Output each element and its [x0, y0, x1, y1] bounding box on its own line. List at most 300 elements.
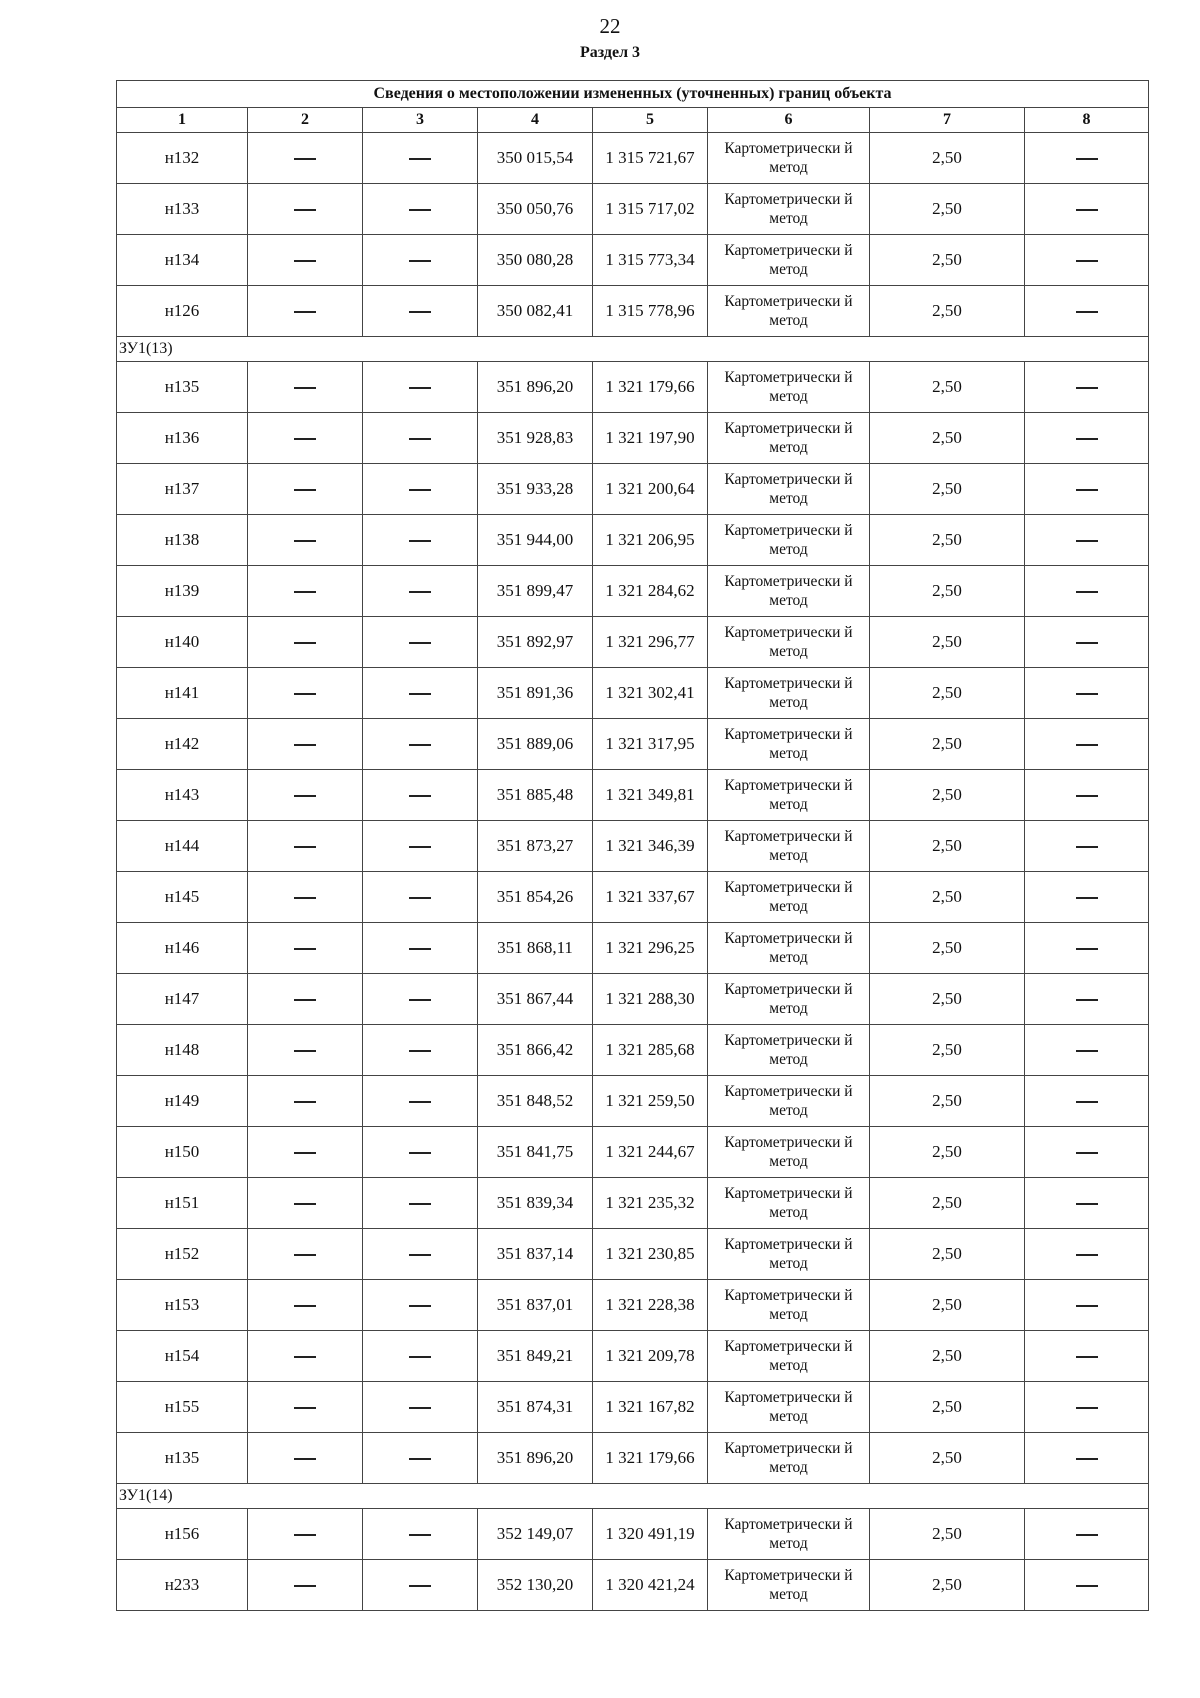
table-row [117, 1331, 1149, 1382]
x-coordinate-cell: 351 885,48 [478, 770, 593, 821]
column-2-cell [248, 413, 363, 464]
column-2-cell [248, 1433, 363, 1484]
dash-mark [409, 1534, 431, 1536]
x-coordinate-cell: 351 889,06 [478, 719, 593, 770]
column-3-cell [363, 668, 478, 719]
column-2-cell [248, 617, 363, 668]
point-name-cell: н137 [117, 464, 248, 515]
point-name-cell: н151 [117, 1178, 248, 1229]
column-8-cell [1025, 464, 1149, 515]
column-8-cell [1025, 617, 1149, 668]
table-body [117, 133, 1149, 1611]
y-coordinate-cell: 1 315 721,67 [593, 133, 708, 184]
accuracy-cell: 2,50 [870, 566, 1025, 617]
column-8-cell [1025, 362, 1149, 413]
dash-mark [409, 999, 431, 1001]
accuracy-cell: 2,50 [870, 1560, 1025, 1611]
point-name-cell: н138 [117, 515, 248, 566]
y-coordinate-cell: 1 321 179,66 [593, 362, 708, 413]
point-name-cell: н135 [117, 362, 248, 413]
dash-mark [294, 311, 316, 313]
dash-mark [1076, 158, 1098, 160]
point-name-cell: н142 [117, 719, 248, 770]
dash-mark [409, 158, 431, 160]
accuracy-cell: 2,50 [870, 617, 1025, 668]
point-name-cell: н135 [117, 1433, 248, 1484]
accuracy-cell: 2,50 [870, 1331, 1025, 1382]
point-name-cell: н156 [117, 1509, 248, 1560]
dash-mark [409, 1356, 431, 1358]
method-cell: Картометрически й метод [708, 1076, 870, 1127]
column-2-cell [248, 286, 363, 337]
dash-mark [1076, 1152, 1098, 1154]
method-cell: Картометрически й метод [708, 1382, 870, 1433]
accuracy-cell: 2,50 [870, 515, 1025, 566]
accuracy-cell: 2,50 [870, 413, 1025, 464]
dash-mark [409, 1101, 431, 1103]
dash-mark [294, 642, 316, 644]
y-coordinate-cell: 1 321 317,95 [593, 719, 708, 770]
dash-mark [294, 1254, 316, 1256]
column-3-cell [363, 1076, 478, 1127]
dash-mark [1076, 1305, 1098, 1307]
table-row [117, 133, 1149, 184]
table-row [117, 1433, 1149, 1484]
column-3-cell [363, 770, 478, 821]
column-8-cell [1025, 1076, 1149, 1127]
column-8-cell [1025, 1280, 1149, 1331]
method-cell: Картометрически й метод [708, 286, 870, 337]
x-coordinate-cell: 351 873,27 [478, 821, 593, 872]
group-label: ЗУ1(14) [117, 1484, 1149, 1509]
method-cell: Картометрически й метод [708, 464, 870, 515]
dash-mark [294, 1407, 316, 1409]
method-cell: Картометрически й метод [708, 1280, 870, 1331]
x-coordinate-cell: 351 944,00 [478, 515, 593, 566]
dash-mark [409, 846, 431, 848]
y-coordinate-cell: 1 321 228,38 [593, 1280, 708, 1331]
column-3-cell [363, 872, 478, 923]
table-row [117, 719, 1149, 770]
column-3-cell [363, 464, 478, 515]
column-3-cell [363, 1509, 478, 1560]
dash-mark [294, 1534, 316, 1536]
dash-mark [409, 1050, 431, 1052]
y-coordinate-cell: 1 320 421,24 [593, 1560, 708, 1611]
column-8-cell [1025, 872, 1149, 923]
y-coordinate-cell: 1 321 349,81 [593, 770, 708, 821]
column-2-cell [248, 235, 363, 286]
dash-mark [409, 948, 431, 950]
table-row [117, 1509, 1149, 1560]
dash-mark [409, 260, 431, 262]
column-8-cell [1025, 566, 1149, 617]
column-8-cell [1025, 235, 1149, 286]
point-name-cell: н148 [117, 1025, 248, 1076]
point-name-cell: н136 [117, 413, 248, 464]
x-coordinate-cell: 351 867,44 [478, 974, 593, 1025]
point-name-cell: н139 [117, 566, 248, 617]
table-row [117, 464, 1149, 515]
point-name-cell: н144 [117, 821, 248, 872]
dash-mark [409, 1585, 431, 1587]
column-number: 3 [363, 108, 478, 133]
accuracy-cell: 2,50 [870, 1509, 1025, 1560]
method-cell: Картометрически й метод [708, 1127, 870, 1178]
table-row [117, 668, 1149, 719]
accuracy-cell: 2,50 [870, 286, 1025, 337]
column-3-cell [363, 974, 478, 1025]
y-coordinate-cell: 1 315 717,02 [593, 184, 708, 235]
column-2-cell [248, 1331, 363, 1382]
method-cell: Картометрически й метод [708, 235, 870, 286]
point-name-cell: н155 [117, 1382, 248, 1433]
dash-mark [1076, 1254, 1098, 1256]
column-8-cell [1025, 286, 1149, 337]
dash-mark [294, 693, 316, 695]
column-2-cell [248, 1178, 363, 1229]
table-row [117, 235, 1149, 286]
dash-mark [409, 1305, 431, 1307]
y-coordinate-cell: 1 321 337,67 [593, 872, 708, 923]
x-coordinate-cell: 351 837,14 [478, 1229, 593, 1280]
section-title: Раздел 3 [579, 44, 641, 61]
column-3-cell [363, 1433, 478, 1484]
dash-mark [1076, 1534, 1098, 1536]
table-row [117, 515, 1149, 566]
table-row [117, 1076, 1149, 1127]
column-2-cell [248, 1509, 363, 1560]
column-3-cell [363, 923, 478, 974]
dash-mark [1076, 846, 1098, 848]
x-coordinate-cell: 351 868,11 [478, 923, 593, 974]
y-coordinate-cell: 1 321 209,78 [593, 1331, 708, 1382]
dash-mark [294, 387, 316, 389]
table-row [117, 1127, 1149, 1178]
dash-mark [409, 1203, 431, 1205]
dash-mark [294, 1356, 316, 1358]
accuracy-cell: 2,50 [870, 235, 1025, 286]
column-3-cell [363, 1331, 478, 1382]
column-8-cell [1025, 923, 1149, 974]
table-row [117, 1382, 1149, 1433]
y-coordinate-cell: 1 321 285,68 [593, 1025, 708, 1076]
method-cell: Картометрически й метод [708, 719, 870, 770]
column-2-cell [248, 1127, 363, 1178]
column-8-cell [1025, 1382, 1149, 1433]
column-number: 2 [248, 108, 363, 133]
column-number: 8 [1025, 108, 1149, 133]
point-name-cell: н153 [117, 1280, 248, 1331]
x-coordinate-cell: 351 874,31 [478, 1382, 593, 1433]
x-coordinate-cell: 351 891,36 [478, 668, 593, 719]
point-name-cell: н154 [117, 1331, 248, 1382]
dash-mark [294, 846, 316, 848]
column-2-cell [248, 362, 363, 413]
y-coordinate-cell: 1 321 244,67 [593, 1127, 708, 1178]
dash-mark [1076, 795, 1098, 797]
dash-mark [1076, 1050, 1098, 1052]
dash-mark [1076, 1101, 1098, 1103]
accuracy-cell: 2,50 [870, 133, 1025, 184]
accuracy-cell: 2,50 [870, 1178, 1025, 1229]
dash-mark [294, 591, 316, 593]
column-8-cell [1025, 974, 1149, 1025]
table-row [117, 1229, 1149, 1280]
y-coordinate-cell: 1 321 288,30 [593, 974, 708, 1025]
x-coordinate-cell: 351 933,28 [478, 464, 593, 515]
group-row [117, 1484, 1149, 1509]
dash-mark [294, 209, 316, 211]
column-2-cell [248, 515, 363, 566]
dash-mark [1076, 999, 1098, 1001]
accuracy-cell: 2,50 [870, 1076, 1025, 1127]
column-8-cell [1025, 1178, 1149, 1229]
x-coordinate-cell: 351 848,52 [478, 1076, 593, 1127]
table-row [117, 286, 1149, 337]
dash-mark [294, 1585, 316, 1587]
dash-mark [409, 744, 431, 746]
column-8-cell [1025, 133, 1149, 184]
dash-mark [294, 1203, 316, 1205]
column-3-cell [363, 1280, 478, 1331]
column-8-cell [1025, 515, 1149, 566]
table-row [117, 974, 1149, 1025]
dash-mark [1076, 642, 1098, 644]
dash-mark [409, 387, 431, 389]
y-coordinate-cell: 1 321 206,95 [593, 515, 708, 566]
method-cell: Картометрически й метод [708, 1331, 870, 1382]
column-8-cell [1025, 184, 1149, 235]
y-coordinate-cell: 1 321 235,32 [593, 1178, 708, 1229]
column-3-cell [363, 719, 478, 770]
column-3-cell [363, 133, 478, 184]
method-cell: Картометрически й метод [708, 184, 870, 235]
method-cell: Картометрически й метод [708, 923, 870, 974]
x-coordinate-cell: 352 149,07 [478, 1509, 593, 1560]
column-2-cell [248, 1280, 363, 1331]
dash-mark [1076, 387, 1098, 389]
x-coordinate-cell: 351 896,20 [478, 1433, 593, 1484]
column-3-cell [363, 413, 478, 464]
dash-mark [1076, 1203, 1098, 1205]
column-2-cell [248, 668, 363, 719]
dash-mark [294, 540, 316, 542]
x-coordinate-cell: 350 080,28 [478, 235, 593, 286]
table-row [117, 770, 1149, 821]
dash-mark [1076, 693, 1098, 695]
x-coordinate-cell: 352 130,20 [478, 1560, 593, 1611]
table-row [117, 413, 1149, 464]
column-2-cell [248, 821, 363, 872]
column-8-cell [1025, 1331, 1149, 1382]
column-8-cell [1025, 821, 1149, 872]
point-name-cell: н133 [117, 184, 248, 235]
point-name-cell: н134 [117, 235, 248, 286]
dash-mark [294, 999, 316, 1001]
table-row [117, 566, 1149, 617]
method-cell: Картометрически й метод [708, 668, 870, 719]
column-8-cell [1025, 1433, 1149, 1484]
y-coordinate-cell: 1 321 200,64 [593, 464, 708, 515]
x-coordinate-cell: 351 899,47 [478, 566, 593, 617]
column-3-cell [363, 235, 478, 286]
dash-mark [1076, 1585, 1098, 1587]
x-coordinate-cell: 351 854,26 [478, 872, 593, 923]
method-cell: Картометрически й метод [708, 362, 870, 413]
column-3-cell [363, 362, 478, 413]
dash-mark [1076, 591, 1098, 593]
column-3-cell [363, 184, 478, 235]
dash-mark [1076, 948, 1098, 950]
column-8-cell [1025, 1509, 1149, 1560]
dash-mark [409, 642, 431, 644]
dash-mark [1076, 438, 1098, 440]
y-coordinate-cell: 1 321 230,85 [593, 1229, 708, 1280]
dash-mark [1076, 260, 1098, 262]
method-cell: Картометрически й метод [708, 413, 870, 464]
y-coordinate-cell: 1 321 259,50 [593, 1076, 708, 1127]
dash-mark [409, 591, 431, 593]
x-coordinate-cell: 351 866,42 [478, 1025, 593, 1076]
table-row [117, 617, 1149, 668]
column-8-cell [1025, 1229, 1149, 1280]
dash-mark [1076, 1458, 1098, 1460]
point-name-cell: н147 [117, 974, 248, 1025]
x-coordinate-cell: 351 896,20 [478, 362, 593, 413]
accuracy-cell: 2,50 [870, 770, 1025, 821]
table-row [117, 1560, 1149, 1611]
point-name-cell: н145 [117, 872, 248, 923]
column-2-cell [248, 1560, 363, 1611]
table-row [117, 184, 1149, 235]
column-number: 4 [478, 108, 593, 133]
table-row [117, 1178, 1149, 1229]
y-coordinate-cell: 1 321 284,62 [593, 566, 708, 617]
method-cell: Картометрически й метод [708, 1560, 870, 1611]
accuracy-cell: 2,50 [870, 362, 1025, 413]
method-cell: Картометрически й метод [708, 566, 870, 617]
column-3-cell [363, 617, 478, 668]
y-coordinate-cell: 1 315 778,96 [593, 286, 708, 337]
dash-mark [1076, 209, 1098, 211]
point-name-cell: н140 [117, 617, 248, 668]
column-8-cell [1025, 1560, 1149, 1611]
column-number: 7 [870, 108, 1025, 133]
dash-mark [409, 540, 431, 542]
column-2-cell [248, 1229, 363, 1280]
dash-mark [1076, 1407, 1098, 1409]
dash-mark [294, 1152, 316, 1154]
column-2-cell [248, 719, 363, 770]
column-2-cell [248, 872, 363, 923]
accuracy-cell: 2,50 [870, 668, 1025, 719]
method-cell: Картометрически й метод [708, 974, 870, 1025]
column-3-cell [363, 1127, 478, 1178]
y-coordinate-cell: 1 321 296,25 [593, 923, 708, 974]
y-coordinate-cell: 1 321 296,77 [593, 617, 708, 668]
table-row [117, 362, 1149, 413]
dash-mark [409, 1458, 431, 1460]
dash-mark [1076, 489, 1098, 491]
point-name-cell: н149 [117, 1076, 248, 1127]
group-row [117, 337, 1149, 362]
point-name-cell: н233 [117, 1560, 248, 1611]
column-3-cell [363, 286, 478, 337]
table-row [117, 821, 1149, 872]
dash-mark [1076, 744, 1098, 746]
dash-mark [409, 209, 431, 211]
accuracy-cell: 2,50 [870, 464, 1025, 515]
dash-mark [409, 1152, 431, 1154]
point-name-cell: н152 [117, 1229, 248, 1280]
method-cell: Картометрически й метод [708, 1025, 870, 1076]
method-cell: Картометрически й метод [708, 1229, 870, 1280]
dash-mark [409, 795, 431, 797]
dash-mark [294, 1305, 316, 1307]
dash-mark [409, 897, 431, 899]
column-3-cell [363, 1382, 478, 1433]
column-2-cell [248, 974, 363, 1025]
dash-mark [1076, 897, 1098, 899]
point-name-cell: н126 [117, 286, 248, 337]
column-8-cell [1025, 770, 1149, 821]
column-2-cell [248, 923, 363, 974]
table-caption: Сведения о местоположении измененных (уточненных) границ объекта [117, 81, 1149, 108]
method-cell: Картометрически й метод [708, 1433, 870, 1484]
method-cell: Картометрически й метод [708, 1178, 870, 1229]
column-8-cell [1025, 668, 1149, 719]
accuracy-cell: 2,50 [870, 1229, 1025, 1280]
y-coordinate-cell: 1 315 773,34 [593, 235, 708, 286]
dash-mark [1076, 540, 1098, 542]
accuracy-cell: 2,50 [870, 1280, 1025, 1331]
dash-mark [294, 897, 316, 899]
y-coordinate-cell: 1 321 179,66 [593, 1433, 708, 1484]
column-number: 1 [117, 108, 248, 133]
column-number: 6 [708, 108, 870, 133]
method-cell: Картометрически й метод [708, 770, 870, 821]
dash-mark [409, 311, 431, 313]
accuracy-cell: 2,50 [870, 1433, 1025, 1484]
x-coordinate-cell: 351 849,21 [478, 1331, 593, 1382]
accuracy-cell: 2,50 [870, 923, 1025, 974]
accuracy-cell: 2,50 [870, 1382, 1025, 1433]
column-number: 5 [593, 108, 708, 133]
y-coordinate-cell: 1 321 302,41 [593, 668, 708, 719]
dash-mark [409, 438, 431, 440]
dash-mark [294, 260, 316, 262]
dash-mark [294, 1458, 316, 1460]
column-3-cell [363, 1178, 478, 1229]
dash-mark [294, 795, 316, 797]
x-coordinate-cell: 351 839,34 [478, 1178, 593, 1229]
column-2-cell [248, 184, 363, 235]
column-numbers-row [117, 108, 1149, 133]
table-row [117, 872, 1149, 923]
dash-mark [294, 744, 316, 746]
dash-mark [409, 693, 431, 695]
column-2-cell [248, 1076, 363, 1127]
x-coordinate-cell: 351 928,83 [478, 413, 593, 464]
point-name-cell: н143 [117, 770, 248, 821]
method-cell: Картометрически й метод [708, 872, 870, 923]
method-cell: Картометрически й метод [708, 133, 870, 184]
column-2-cell [248, 770, 363, 821]
coordinates-table [116, 80, 1149, 1611]
column-2-cell [248, 464, 363, 515]
accuracy-cell: 2,50 [870, 872, 1025, 923]
